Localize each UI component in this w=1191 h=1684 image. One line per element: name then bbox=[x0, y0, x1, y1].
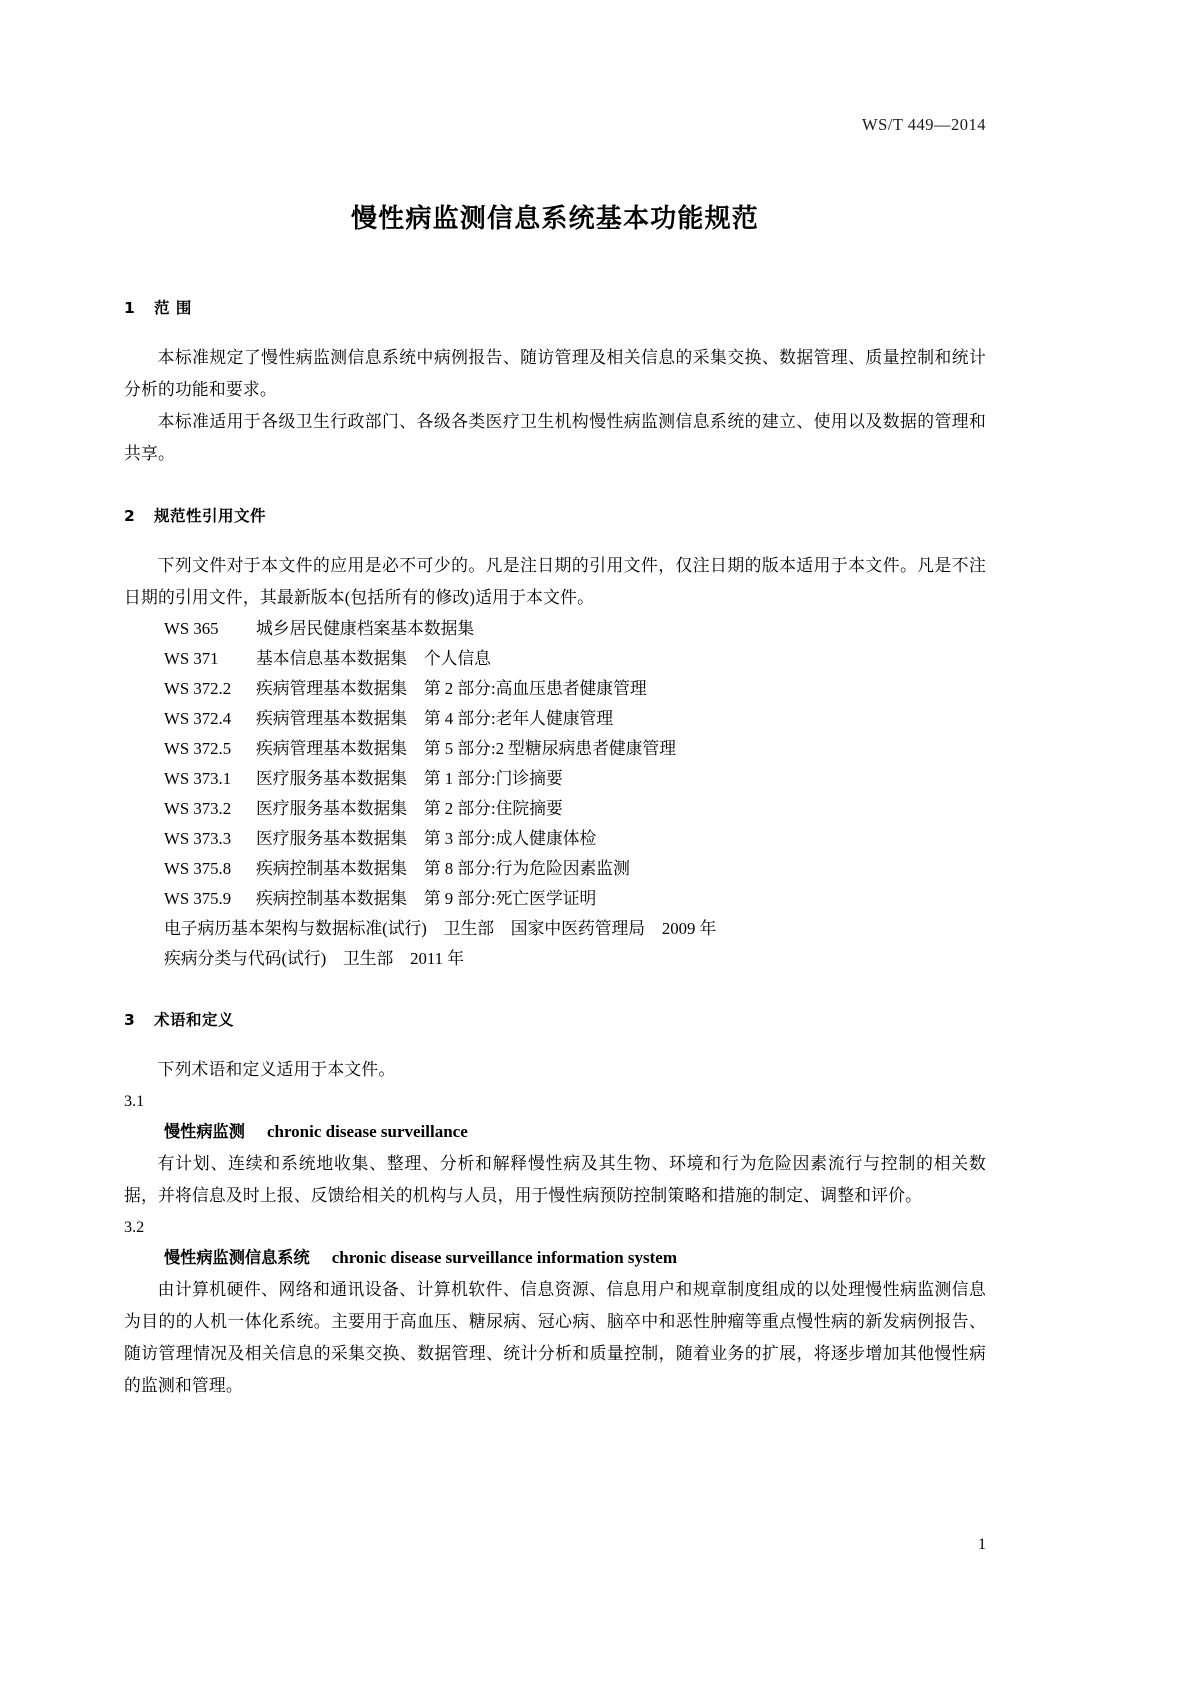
paragraph: 本标准适用于各级卫生行政部门、各级各类医疗卫生机构慢性病监测信息系统的建立、使用以及数据的管理和共享。 bbox=[124, 412, 986, 463]
reference-text: 疾病管理基本数据集 第 5 部分:2 型糖尿病患者健康管理 bbox=[256, 739, 677, 758]
section-number-2: 2 bbox=[124, 507, 136, 525]
page-title: 慢性病监测信息系统基本功能规范 bbox=[350, 204, 759, 234]
reference-text: 疾病控制基本数据集 第 9 部分:死亡医学证明 bbox=[256, 889, 597, 908]
list-item bbox=[124, 794, 986, 824]
reference-text: 医疗服务基本数据集 第 3 部分:成人健康体检 bbox=[256, 829, 597, 848]
section-heading-3 bbox=[124, 1008, 986, 1030]
paragraph: 下列文件对于本文件的应用是必不可少的。凡是注日期的引用文件，仅注日期的版本适用于本文件。凡是不注日期的引用文件，其最新版本(包括所有的修改)适用于本文件。 bbox=[124, 556, 986, 607]
reference-code: WS 373.2 bbox=[164, 799, 232, 818]
page-header-standard-id: WS/T 449—2014 bbox=[862, 115, 986, 134]
reference-code: WS 375.9 bbox=[164, 889, 232, 908]
section-title-1: 范 围 bbox=[154, 299, 192, 317]
section-title-3: 术语和定义 bbox=[154, 1011, 235, 1029]
reference-text: 疾病分类与代码(试行) 卫生部 2011 年 bbox=[164, 949, 465, 968]
reference-code: WS 372.2 bbox=[164, 679, 232, 698]
paragraph: 本标准规定了慢性病监测信息系统中病例报告、随访管理及相关信息的采集交换、数据管理、质量控制和统计分析的功能和要求。 bbox=[124, 348, 986, 399]
list-item bbox=[124, 884, 986, 914]
paragraph: 下列术语和定义适用于本文件。 bbox=[157, 1060, 396, 1079]
reference-text: 基本信息基本数据集 个人信息 bbox=[256, 649, 491, 668]
reference-text: 城乡居民健康档案基本数据集 bbox=[256, 619, 475, 638]
term-definition: 由计算机硬件、网络和通讯设备、计算机软件、信息资源、信息用户和规章制度组成的以处理慢性病监测信息为目的的人机一体化系统。主要用于高血压、糖尿病、冠心病、脑卒中和恶性肿瘤等重点慢性病的新发病例报告、随访管理情况及相关信息的采集交换、数据管理、统计分析和质量控制，随着业务的扩展，将逐步增加其他慢性病的监测和管理。 bbox=[124, 1280, 986, 1395]
term-entry bbox=[124, 1116, 986, 1148]
term-chinese: 慢性病监测 bbox=[164, 1122, 245, 1141]
reference-code: WS 372.5 bbox=[164, 739, 232, 758]
term-entry bbox=[124, 1242, 986, 1274]
reference-code: WS 365 bbox=[164, 619, 219, 638]
reference-text: 医疗服务基本数据集 第 1 部分:门诊摘要 bbox=[256, 769, 563, 788]
clause-number: 3.1 bbox=[124, 1092, 145, 1110]
section-heading-2 bbox=[124, 504, 986, 526]
reference-code: WS 373.1 bbox=[164, 769, 232, 788]
term-english: chronic disease surveillance information system bbox=[331, 1248, 678, 1267]
list-item bbox=[124, 764, 986, 794]
list-item bbox=[124, 674, 986, 704]
page-number: 1 bbox=[978, 1536, 986, 1553]
section-title-2: 规范性引用文件 bbox=[154, 507, 267, 525]
reference-code: WS 371 bbox=[164, 649, 219, 668]
normative-references-list bbox=[124, 614, 986, 974]
list-item bbox=[124, 824, 986, 854]
list-item bbox=[124, 614, 986, 644]
clause-number: 3.2 bbox=[124, 1218, 145, 1236]
reference-text: 医疗服务基本数据集 第 2 部分:住院摘要 bbox=[256, 799, 563, 818]
list-item bbox=[124, 734, 986, 764]
reference-text: 疾病管理基本数据集 第 2 部分:高血压患者健康管理 bbox=[256, 679, 647, 698]
reference-code: WS 373.3 bbox=[164, 829, 232, 848]
term-chinese: 慢性病监测信息系统 bbox=[164, 1248, 310, 1267]
section-heading-1 bbox=[124, 296, 986, 318]
reference-code: WS 375.8 bbox=[164, 859, 232, 878]
term-english: chronic disease surveillance bbox=[266, 1122, 468, 1141]
reference-code: WS 372.4 bbox=[164, 709, 232, 728]
section-number-1: 1 bbox=[124, 299, 136, 317]
list-item bbox=[124, 854, 986, 884]
reference-text: 疾病管理基本数据集 第 4 部分:老年人健康管理 bbox=[256, 709, 614, 728]
list-item bbox=[124, 704, 986, 734]
document-body bbox=[124, 296, 986, 1402]
list-item bbox=[124, 644, 986, 674]
term-definition: 有计划、连续和系统地收集、整理、分析和解释慢性病及其生物、环境和行为危险因素流行与控制的相关数据，并将信息及时上报、反馈给相关的机构与人员，用于慢性病预防控制策略和措施的制定、调整和评价。 bbox=[124, 1154, 986, 1205]
section-number-3: 3 bbox=[124, 1011, 136, 1029]
list-item bbox=[124, 914, 986, 944]
reference-text: 疾病控制基本数据集 第 8 部分:行为危险因素监测 bbox=[256, 859, 630, 878]
list-item bbox=[124, 944, 986, 974]
reference-text: 电子病历基本架构与数据标准(试行) 卫生部 国家中医药管理局 2009 年 bbox=[164, 919, 717, 938]
